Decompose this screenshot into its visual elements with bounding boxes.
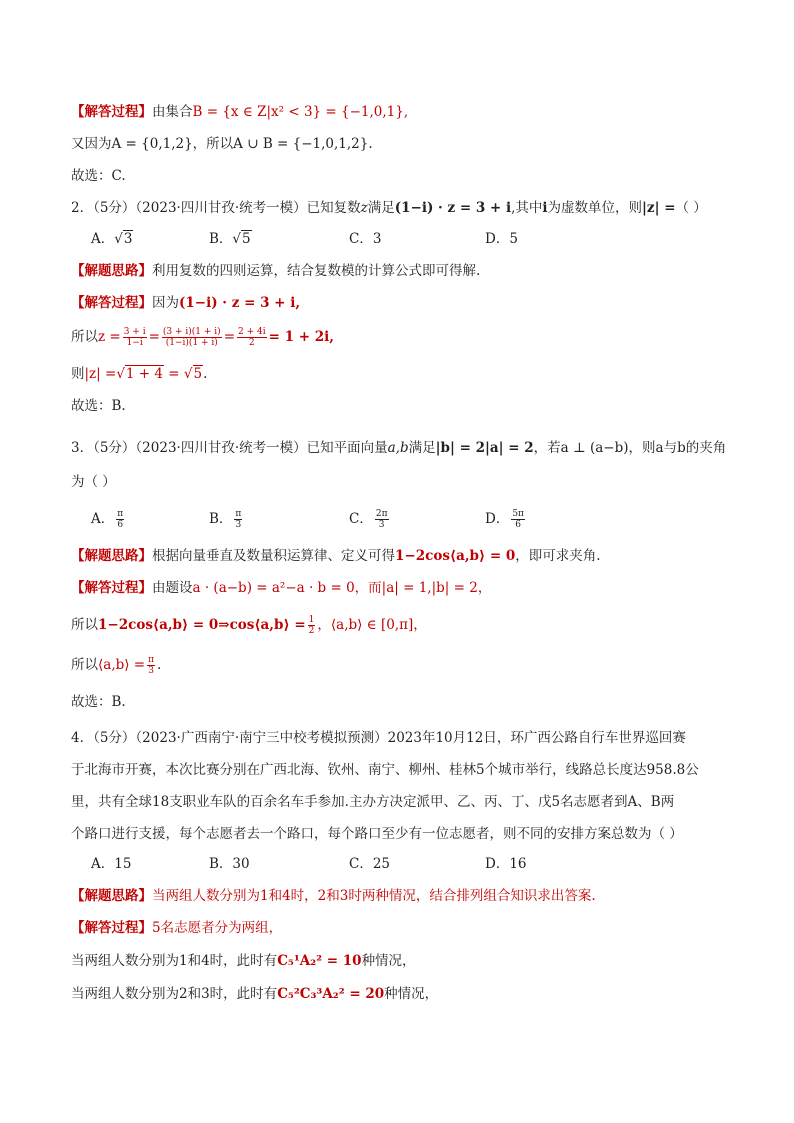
math-expression: a · (a−b) = a²−a · b = 0，而|a| = 1,|b| = 2， xyxy=(192,580,492,596)
math-expression: A = {0,1,2}，所以A ∪ B = {−1,0,1,2}. xyxy=(111,136,373,152)
math-expression: C₅¹A₂² = 10 xyxy=(277,953,362,969)
q1-answer: 故选：C. xyxy=(71,168,126,184)
q4-stem-line-2: 于北海市开赛，本次比赛分别在广西北海、钦州、南宁、柳州、桂林5个城市举行，线路总长度达958.8公 xyxy=(71,762,699,778)
math-expression: B = {x ∈ Z|x² < 3} = {−1,0,1}, xyxy=(192,104,409,120)
option-b[interactable]: B．30 xyxy=(209,856,250,872)
q4-process-line-1: 【解答过程】5名志愿者分为两组， xyxy=(71,920,283,936)
option-b[interactable]: B．√5 xyxy=(209,231,251,247)
q3-process-line-1: 【解答过程】由题设a · (a−b) = a²−a · b = 0，而|a| = 1,|b| = 2， xyxy=(71,580,492,596)
q3-idea: 【解题思路】根据向量垂直及数量积运算律、定义可得1−2cos⟨a,b⟩ = 0，即可求夹角. xyxy=(71,548,601,564)
math-expression: 1−2cos⟨a,b⟩ = 0 xyxy=(395,548,516,564)
q2-answer: 故选：B. xyxy=(71,398,126,414)
q1-solution-line-1: 【解答过程】由集合B = {x ∈ Z|x² < 3} = {−1,0,1}, xyxy=(71,104,409,120)
q4-idea: 【解题思路】当两组人数分别为1和4时，2和3时两种情况，结合排列组合知识求出答案. xyxy=(71,888,596,904)
q2-idea: 【解题思路】利用复数的四则运算，结合复数模的计算公式即可得解. xyxy=(71,263,481,279)
math-expression: a ⊥ (a−b) xyxy=(560,440,629,456)
q2-process-line-3: 则|z| =√1 + 4 = √5. xyxy=(71,366,208,382)
q3-process-line-2: 所以1−2cos⟨a,b⟩ = 0⇒cos⟨a,b⟩ = $\frac{1}{2}$ ，⟨a,b⟩ ∈ [0,π]， xyxy=(71,615,427,636)
q4-process-line-2: 当两组人数分别为1和4时，此时有C₅¹A₂² = 10种情况， xyxy=(71,953,416,969)
fraction: $\frac{(3 + i)(1 + i)}{(1-i)(1 + i)}$ xyxy=(162,327,221,348)
q4-stem-line-3: 里，共有全球18支职业车队的百余名车手参加.主办方决定派甲、乙、丙、丁、戊5名志愿者到A、B两 xyxy=(71,794,675,810)
option-d[interactable]: D．5 xyxy=(485,231,518,247)
q3-stem-line-2: 为（ ） xyxy=(71,474,116,490)
option-c[interactable]: C． $\frac{2\pi}{3}$ xyxy=(349,509,388,530)
q2-process-line-1: 【解答过程】因为(1−i) · z = 3 + i, xyxy=(71,295,301,311)
q3-answer: 故选：B. xyxy=(71,694,126,710)
option-c[interactable]: C．3 xyxy=(349,231,382,247)
math-expression: |b| = 2|a| = 2 xyxy=(435,440,534,456)
option-a[interactable]: A． $\frac{\pi}{6}$ xyxy=(91,509,124,530)
option-a[interactable]: A．15 xyxy=(91,856,132,872)
math-expression: (1−i) · z = 3 + i, xyxy=(179,295,301,311)
q3-process-line-3: 所以⟨a,b⟩ = $\frac{\pi}{3}$ . xyxy=(71,655,162,676)
q4-stem-line-1: 4．（5分）（2023·广西南宁·南宁三中校考模拟预测）2023年10月12日，环广西公路自行车世界巡回赛 xyxy=(71,730,686,746)
option-a[interactable]: A．√3 xyxy=(91,231,133,247)
solution-tag: 【解答过程】 xyxy=(71,104,152,120)
option-b[interactable]: B． $\frac{\pi}{3}$ xyxy=(209,509,242,530)
solution-tag: 【解答过程】 xyxy=(71,580,152,596)
q1-solution-line-2: 又因为A = {0,1,2}，所以A ∪ B = {−1,0,1,2}. xyxy=(71,136,373,152)
fraction: $\frac{1}{2}$ xyxy=(308,615,315,636)
solution-tag: 【解答过程】 xyxy=(71,295,152,311)
q4-process-line-3: 当两组人数分别为2和3时，此时有C₅²C₃³A₂² = 20种情况， xyxy=(71,986,439,1002)
q3-stem-line-1: 3．（5分）（2023·四川甘孜·统考一模）已知平面向量a,b满足|b| = 2|a| = 2，若a ⊥ (a−b)，则a与b的夹角 xyxy=(71,440,727,456)
option-c[interactable]: C．25 xyxy=(349,856,391,872)
solution-tag: 【解答过程】 xyxy=(71,920,152,936)
fraction: $\frac{2 + 4i}{2}$ xyxy=(238,327,266,348)
math-expression: (1−i) · z = 3 + i xyxy=(394,200,512,216)
q4-stem-line-4: 个路口进行支援，每个志愿者去一个路口，每个路口至少有一位志愿者，则不同的安排方案总数为（ ） xyxy=(71,826,683,842)
idea-tag: 【解题思路】 xyxy=(71,888,152,904)
idea-tag: 【解题思路】 xyxy=(71,548,152,564)
q2-process-line-2: 所以z = $\frac{3 + i}{1-i}$ = $\frac{(3 + i)(1 + i)}{(1-i)(1 + i)}$ = $\frac{2 + 4i}{2}$ = 1 + 2i, xyxy=(71,327,334,348)
fraction: $\frac{3 + i}{1-i}$ xyxy=(123,327,146,348)
math-expression: C₅²C₃³A₂² = 20 xyxy=(277,986,385,1002)
option-d[interactable]: D． $\frac{5\pi}{6}$ xyxy=(485,509,524,530)
option-d[interactable]: D．16 xyxy=(485,856,527,872)
idea-tag: 【解题思路】 xyxy=(71,263,152,279)
q2-stem: 2．（5分）（2023·四川甘孜·统考一模）已知复数z满足(1−i) · z = 3 + i,其中i为虚数单位，则|z| =（ ） xyxy=(71,200,707,216)
fraction: $\frac{\pi}{3}$ xyxy=(148,655,155,676)
